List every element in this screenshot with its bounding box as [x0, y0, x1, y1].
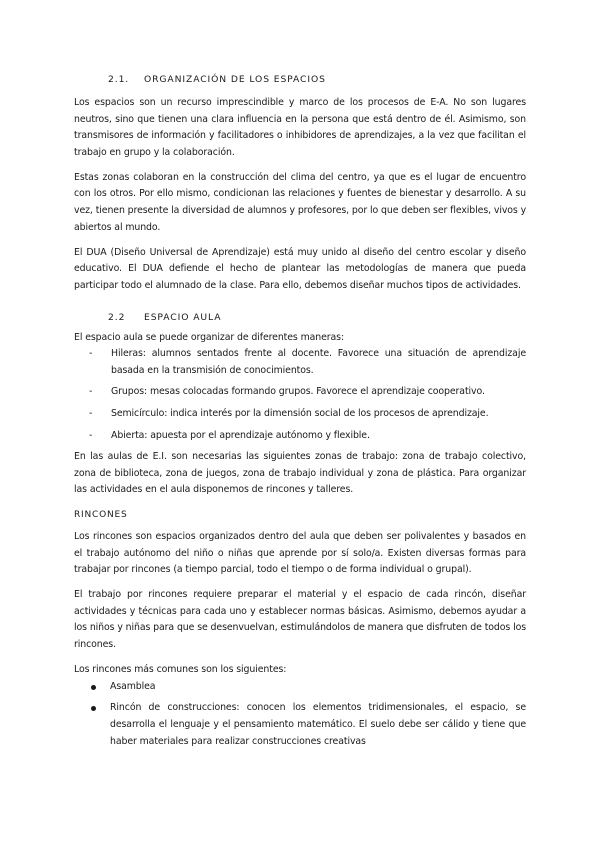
paragraph: Estas zonas colaboran en la construcción del clima del centro, ya que es el lugar de encuentro con los otros. Por ello mismo, condicionan las relaciones y fuentes de bienestar y desarrollo. A su vez, tienen presente la diversidad de alumnos y profesores, por lo que deben ser flexibles, vivos y abiertos al mundo.	[74, 171, 527, 233]
section-number: 2.2	[108, 311, 126, 323]
paragraph: Los rincones más comunes son los siguientes:	[74, 664, 287, 676]
list-item: - Semicírculo: indica interés por la dimensión social de los procesos de aprendizaje.	[74, 406, 526, 423]
bullet-list	[74, 679, 526, 750]
paragraph: El DUA (Diseño Universal de Aprendizaje) está muy unido al diseño del centro escolar y diseño educativo. El DUA defiende el hecho de plantear las metodologías de manera que pueda participar todo el alumnado de la clase. Para ello, debemos diseñar muchos tipos de actividades.	[74, 246, 526, 291]
paragraph: Los rincones son espacios organizados dentro del aula que deben ser polivalentes y basados en el trabajo autónomo del niño o niñas que aprende por sí solo/a. Existen diversas formas para trabajar por rincones (a tiempo parcial, todo el tiempo o de forma individual o grupal).	[74, 530, 526, 576]
section-heading-2-2	[74, 310, 526, 327]
list-item	[74, 679, 526, 696]
list-item	[74, 700, 526, 750]
bullet-icon	[91, 685, 96, 690]
paragraph: El espacio aula se puede organizar de diferentes maneras:	[74, 331, 345, 343]
dash-list	[74, 346, 526, 444]
section-number: 2.1.	[108, 74, 130, 85]
list-item-text: Asamblea	[110, 680, 156, 692]
paragraph: Los espacios son un recurso imprescindible y marco de los procesos de E-A. No son lugares neutros, sino que tienen una clara influencia en la persona que está dentro de él. Asimismo, son transmisores de información y facilitadores o inhibidores de aprendizajes, a la vez que facilitan el trabajo en grupo y la colaboración.	[74, 97, 526, 158]
section-title: ORGANIZACIÓN DE LOS ESPACIOS	[144, 74, 326, 85]
list-item: - Hileras: alumnos sentados frente al docente. Favorece una situación de aprendizaje basada en la transmisión de conocimientos.	[74, 346, 526, 379]
paragraph: En las aulas de E.I. son necesarias las siguientes zonas de trabajo: zona de trabajo colectivo, zona de biblioteca, zona de juegos, zona de trabajo individual y zona de plástica. Para organizar las actividades en el aula disponemos de rincones y talleres.	[74, 451, 526, 496]
section-title: ESPACIO AULA	[144, 311, 222, 323]
subsection-title: RINCONES	[74, 510, 128, 521]
list-item-text: Rincón de construcciones: conocen los elementos tridimensionales, el espacio, se desarrolla el lenguaje y el pensamiento matemático. El suelo debe ser cálido y tiene que haber materiales para realizar construcciones creativas	[110, 702, 526, 747]
paragraph: El trabajo por rincones requiere preparar el material y el espacio de cada rincón, diseñar actividades y técnicas para cada uno y establecer normas básicas. Asimismo, debemos ayudar a los niños y niñas para que se desenvuelvan, estimulándolos de manera que disfruten de todos los rincones.	[74, 589, 526, 651]
list-item: - Grupos: mesas colocadas formando grupos. Favorece el aprendizaje cooperativo.	[74, 384, 526, 401]
list-item: - Abierta: apuesta por el aprendizaje autónomo y flexible.	[74, 428, 526, 445]
bullet-icon	[91, 706, 96, 711]
section-heading-2-1	[74, 72, 526, 89]
